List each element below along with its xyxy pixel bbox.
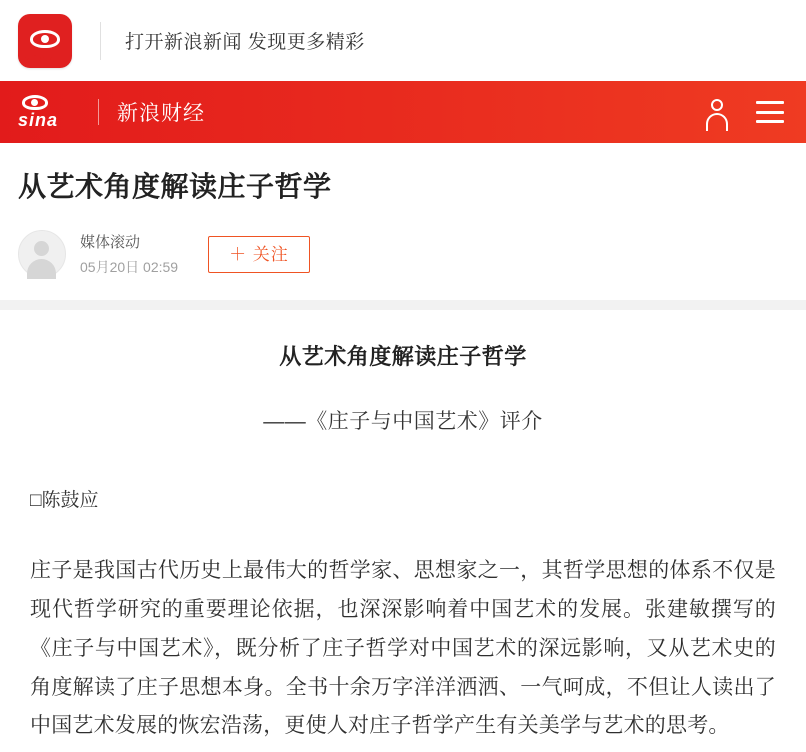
menu-bar-2	[756, 111, 784, 114]
author-name[interactable]: 媒体滚动	[80, 234, 141, 251]
sina-header-logo[interactable]	[18, 95, 82, 129]
promo-divider	[100, 22, 101, 60]
site-header	[0, 81, 806, 143]
byline-text	[80, 231, 178, 277]
paragraph: 庄子是我国古代历史上最伟大的哲学家、思想家之一，其哲学思想的体系不仅是现代哲学研究的重要理论依据，也深深影响着中国艺术的发展。张建敏撰写的《庄子与中国艺术》，既分析了庄子哲学对中国艺术的深远影响，又从艺术史的角度解读了庄子思想本身。全书十余万字洋洋洒洒、一气呵成，不但让人读出了中国艺术发展的恢宏浩荡，更使人对庄子哲学产生有关美学与艺术的思考。	[30, 559, 776, 738]
user-icon[interactable]	[704, 98, 730, 126]
app-promo-bar[interactable]	[0, 0, 806, 81]
sina-app-icon[interactable]	[18, 14, 72, 68]
follow-button[interactable]: ＋ 关注	[208, 236, 310, 273]
document-author: □陈鼓应	[30, 490, 99, 511]
header-actions	[704, 98, 784, 126]
promo-text: 打开新浪新闻 发现更多精彩	[125, 32, 365, 53]
article-body	[0, 310, 806, 752]
header-divider	[98, 99, 99, 125]
sina-logo-text: sina	[24, 52, 55, 67]
avatar[interactable]	[18, 230, 66, 278]
document-subtitle: ——《庄子与中国艺术》评介	[263, 410, 543, 433]
sina-eye-icon	[22, 95, 48, 111]
menu-bar-3	[756, 120, 784, 123]
publish-timestamp: 05月20日 02:59	[80, 259, 179, 275]
page-title: 从艺术角度解读庄子哲学	[18, 171, 332, 202]
document-title: 从艺术角度解读庄子哲学	[279, 344, 527, 369]
menu-bar-1	[756, 101, 784, 104]
channel-title: 新浪财经	[117, 102, 205, 125]
byline	[18, 230, 788, 278]
sina-eye-icon	[30, 30, 60, 52]
sina-header-logo-text: sina	[18, 110, 59, 130]
article-header	[0, 143, 806, 300]
hamburger-menu-icon[interactable]	[756, 101, 784, 123]
